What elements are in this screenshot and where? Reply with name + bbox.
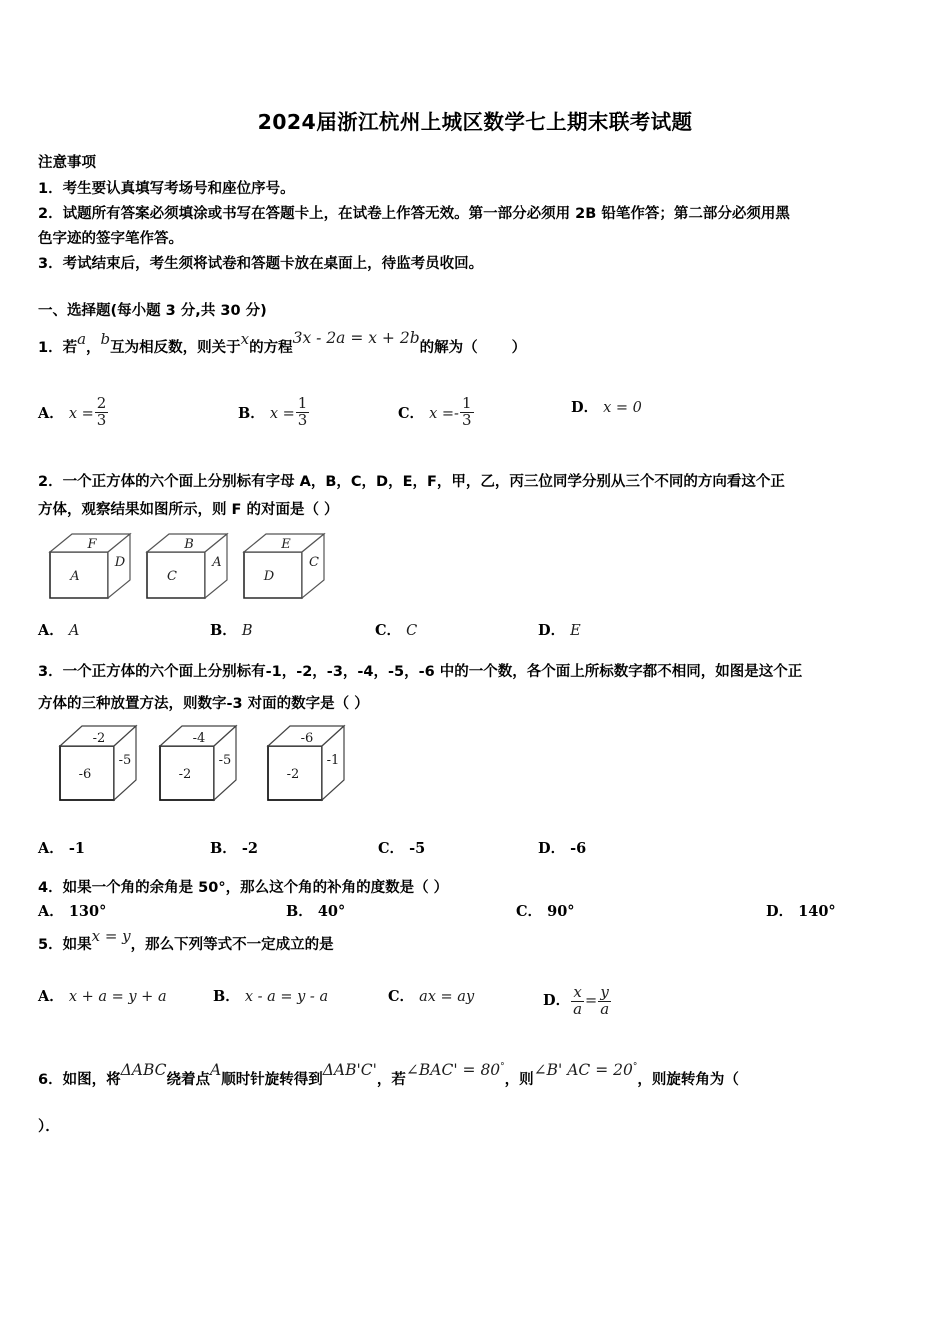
q4-option-d-value: 140° bbox=[798, 903, 836, 920]
q3-text-line1: 一个正方体的六个面上分别标有-1，-2，-3，-4，-5，-6 中的一个数，各个面上所标数字都不相同，如图是这个正 bbox=[62, 664, 803, 680]
number-cube-1-right-value: -5 bbox=[118, 753, 132, 768]
q6-text-a: 如图，将 bbox=[62, 1071, 121, 1088]
q1-number: 1． bbox=[38, 340, 63, 356]
cube-2-front-label: C bbox=[167, 569, 177, 584]
cube-1-front-label: A bbox=[70, 569, 80, 584]
q5-option-c-label: C． bbox=[388, 988, 415, 1005]
q6-text-f: ，则旋转角为（ bbox=[637, 1071, 739, 1088]
q3-option-c[interactable] bbox=[378, 837, 425, 858]
q2-option-d-label: D． bbox=[538, 622, 566, 639]
question-2-line-2 bbox=[38, 496, 928, 524]
q5-option-d-fraction-left: $\frac{x}{a}$ bbox=[573, 983, 583, 1018]
question-1 bbox=[38, 329, 923, 362]
q5-option-a-expr: x + a = y + a bbox=[68, 989, 167, 1005]
q1-option-b-fraction: $\frac{1}{3}$ bbox=[297, 394, 308, 429]
number-cube-1-top-value: -2 bbox=[92, 731, 106, 746]
q1-text-e: ） bbox=[511, 340, 527, 356]
q3-option-d[interactable] bbox=[538, 837, 586, 858]
q1-var-b: b bbox=[100, 330, 111, 348]
q1-text-c: 的方程 bbox=[249, 340, 293, 356]
q5-option-c-value: ax = ay bbox=[419, 989, 475, 1005]
cube-1-right-label: D bbox=[114, 555, 126, 570]
number-cube-diagram-1 bbox=[58, 722, 144, 806]
q2-option-a[interactable] bbox=[38, 619, 79, 640]
q2-text-line1: 一个正方体的六个面上分别标有字母 A，B，C，D，E，F，甲，乙，丙三位同学分别从三个不同的方向看这个正 bbox=[62, 474, 785, 490]
q3-option-a-value: -1 bbox=[68, 840, 85, 857]
q1-option-a-fraction: $\frac{2}{3}$ bbox=[96, 394, 107, 429]
q1-text-a: 若 bbox=[62, 340, 78, 356]
q4-text: 如果一个角的余角是 50°，那么这个角的补角的度数是（ ） bbox=[62, 880, 449, 896]
question-6 bbox=[38, 1062, 928, 1094]
q1-option-c-label: C． bbox=[398, 404, 425, 422]
q6-triangle-1: ΔABC bbox=[120, 1060, 167, 1079]
notice-item-2-cont: 色字迹的签字笔作答。 bbox=[38, 231, 183, 247]
q3-option-a[interactable] bbox=[38, 837, 85, 858]
q4-option-d[interactable] bbox=[766, 900, 836, 921]
number-cube-2-right-value: -5 bbox=[218, 753, 232, 768]
q3-text-line2: 方体的三种放置方法，则数字-3 对面的数字是（ ） bbox=[38, 696, 369, 712]
number-cube-2-top-value: -4 bbox=[192, 731, 206, 746]
cube-2-right-label: A bbox=[212, 555, 222, 570]
q6-angle-2-degree: ° bbox=[632, 1062, 638, 1072]
q4-option-d-label: D． bbox=[766, 903, 794, 920]
notice-item-2: 2．试题所有答案必须填涂或书写在答题卡上，在试卷上作答无效。第一部分必须用 2B 铅笔作答；第二部分必须用黑 bbox=[38, 206, 790, 222]
q1-text-b: 互为相反数，则关于 bbox=[110, 340, 241, 356]
question-2-cube-diagrams bbox=[0, 532, 950, 612]
question-5 bbox=[38, 927, 923, 959]
q4-option-b-value: 40° bbox=[317, 903, 346, 920]
question-1-options bbox=[38, 396, 928, 430]
q1-text-d: 的解为（ bbox=[419, 340, 478, 356]
q4-option-a-value: 130° bbox=[68, 903, 107, 920]
q6-text-b: 绕着点 bbox=[166, 1071, 211, 1088]
q5-option-c[interactable] bbox=[388, 985, 474, 1006]
q5-condition: x = y bbox=[91, 927, 131, 945]
section-heading: 一、选择题(每小题 3 分,共 30 分) bbox=[38, 303, 267, 319]
cube-2-top-label: B bbox=[184, 537, 194, 552]
q3-number: 3． bbox=[38, 664, 63, 680]
q4-option-a[interactable] bbox=[38, 900, 106, 921]
page-title: 2024届浙江杭州上城区数学七上期末联考试题 bbox=[257, 110, 693, 134]
q6-angle-1: ∠BAC' = 80 bbox=[405, 1060, 501, 1079]
number-cube-1-front-value: -6 bbox=[78, 767, 92, 782]
q5-option-d-label: D． bbox=[543, 991, 571, 1009]
q1-option-b-label: B． bbox=[238, 404, 265, 422]
cube-diagram-2 bbox=[145, 532, 237, 604]
q6-number: 6． bbox=[38, 1071, 63, 1088]
q1-option-a[interactable] bbox=[38, 396, 109, 429]
q6-tail: ）． bbox=[38, 1119, 60, 1135]
number-cube-diagram-2 bbox=[158, 722, 244, 806]
q5-option-b[interactable] bbox=[213, 985, 328, 1006]
number-cube-diagram-3 bbox=[266, 722, 352, 806]
q2-option-a-label: A． bbox=[38, 622, 64, 639]
question-5-options bbox=[38, 985, 928, 1019]
cube-diagram-3 bbox=[242, 532, 334, 604]
question-3-line-1 bbox=[38, 658, 928, 686]
question-3-options bbox=[38, 837, 928, 871]
q1-option-c-expr: x = bbox=[429, 405, 455, 422]
q1-option-a-label: A． bbox=[38, 404, 64, 422]
q5-option-a-label: A． bbox=[38, 988, 64, 1005]
number-cube-3-front-value: -2 bbox=[286, 767, 300, 782]
cube-3-front-label: D bbox=[263, 569, 275, 584]
q1-equation: 3x - 2a = x + 2b bbox=[292, 329, 420, 347]
q2-option-c-label: C． bbox=[375, 622, 402, 639]
q4-option-b[interactable] bbox=[286, 900, 345, 921]
cube-3-top-label: E bbox=[281, 537, 291, 552]
q6-angle-2: ∠B' AC = 20 bbox=[533, 1060, 633, 1079]
cube-diagram-1 bbox=[48, 532, 140, 604]
q3-option-d-value: -6 bbox=[570, 840, 587, 857]
q4-option-c-value: 90° bbox=[547, 903, 575, 920]
question-6-tail bbox=[38, 1113, 923, 1141]
number-cube-3-right-value: -1 bbox=[326, 753, 340, 768]
q4-option-b-label: B． bbox=[286, 903, 313, 920]
q2-number: 2． bbox=[38, 474, 63, 490]
notice-item-1: 1．考生要认真填写考场号和座位序号。 bbox=[38, 181, 295, 197]
q2-option-c[interactable] bbox=[375, 619, 417, 640]
q4-option-c[interactable] bbox=[516, 900, 575, 921]
q2-option-b[interactable] bbox=[210, 619, 252, 640]
notice-heading: 注意事项 bbox=[38, 155, 96, 171]
q2-option-c-value: C bbox=[406, 623, 418, 639]
q3-option-d-label: D． bbox=[538, 840, 566, 857]
q1-option-c-fraction: $\frac{1}{3}$ bbox=[461, 394, 472, 429]
q3-option-a-label: A． bbox=[38, 840, 64, 857]
q1-option-c[interactable] bbox=[398, 396, 475, 429]
q5-number: 5． bbox=[38, 937, 63, 953]
q1-option-c-sign: - bbox=[454, 405, 459, 422]
q5-option-d-fraction-right: $\frac{y}{a}$ bbox=[600, 983, 610, 1018]
q4-number: 4． bbox=[38, 880, 63, 896]
q2-option-a-value: A bbox=[68, 623, 80, 639]
q2-text-line2: 方体，观察结果如图所示，则 F 的对面是（ ） bbox=[38, 502, 339, 518]
q6-point-a: A bbox=[210, 1060, 222, 1079]
q1-comma: ， bbox=[86, 340, 101, 356]
q6-triangle-2: ΔAB'C' bbox=[322, 1060, 377, 1079]
q4-option-c-label: C． bbox=[516, 903, 543, 920]
q2-option-d-value: E bbox=[570, 623, 581, 639]
q1-option-d-expr: x = 0 bbox=[603, 400, 642, 416]
q1-var-a: a bbox=[77, 330, 87, 348]
q3-option-b[interactable] bbox=[210, 837, 258, 858]
q5-text-b: ，那么下列等式不一定成立的是 bbox=[130, 937, 334, 953]
q6-text-d: ，若 bbox=[376, 1071, 406, 1088]
q2-option-b-value: B bbox=[241, 623, 253, 639]
q2-option-b-label: B． bbox=[210, 622, 237, 639]
q3-option-c-label: C． bbox=[378, 840, 405, 857]
q1-option-b-expr: x = bbox=[269, 405, 295, 422]
q5-option-b-label: B． bbox=[213, 988, 240, 1005]
question-3-cube-diagrams bbox=[0, 722, 950, 802]
q1-var-x: x bbox=[240, 330, 250, 348]
q6-text-c: 顺时针旋转得到 bbox=[221, 1071, 323, 1088]
question-3-line-2 bbox=[38, 690, 928, 718]
question-4 bbox=[38, 874, 923, 902]
number-cube-3-top-value: -6 bbox=[300, 731, 314, 746]
question-2-line-1 bbox=[38, 468, 928, 496]
q5-option-a[interactable] bbox=[38, 985, 167, 1006]
q1-option-a-expr: x = bbox=[68, 405, 94, 422]
q5-option-d[interactable] bbox=[543, 985, 612, 1018]
q1-option-b[interactable] bbox=[238, 396, 310, 429]
cube-3-right-label: C bbox=[309, 555, 319, 570]
q5-text-a: 如果 bbox=[62, 937, 92, 953]
question-4-options bbox=[38, 900, 928, 934]
q3-option-b-value: -2 bbox=[241, 840, 258, 857]
notice-item-3: 3．考试结束后，考生须将试卷和答题卡放在桌面上，待监考员收回。 bbox=[38, 256, 484, 272]
q1-option-d[interactable] bbox=[571, 396, 642, 417]
q1-option-d-label: D． bbox=[571, 399, 599, 416]
q4-option-a-label: A． bbox=[38, 903, 64, 920]
number-cube-2-front-value: -2 bbox=[178, 767, 192, 782]
question-2-options bbox=[38, 619, 928, 653]
q6-text-e: ，则 bbox=[504, 1071, 534, 1088]
q3-option-c-value: -5 bbox=[409, 840, 426, 857]
cube-1-top-label: F bbox=[87, 537, 97, 552]
q5-option-d-equals: = bbox=[585, 992, 598, 1009]
q2-option-d[interactable] bbox=[538, 619, 581, 640]
q6-angle-1-degree: ° bbox=[500, 1062, 505, 1072]
q3-option-b-label: B． bbox=[210, 840, 237, 857]
q5-option-b-expr: x - a = y - a bbox=[244, 989, 329, 1005]
